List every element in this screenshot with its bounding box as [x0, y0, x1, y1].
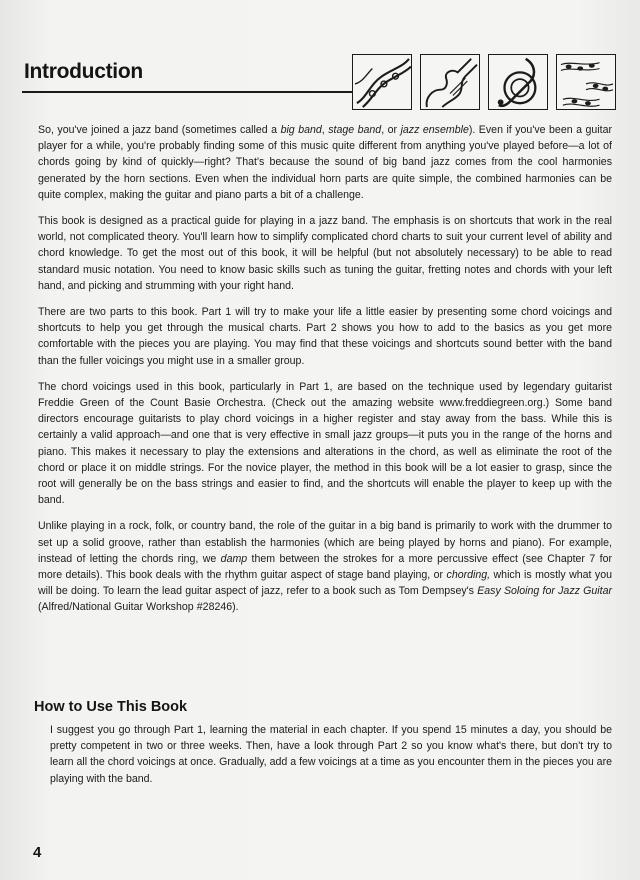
intro-paragraph-3: There are two parts to this book. Part 1 will try to make your life a little easier by presenting some chord voicings and shortcuts to help you get through the musical charts. Part 2 shows you how to add to the basics as you get more comfortable with the pieces you are playing. You may find that these voicings and shortcuts sound better with the band than the fuller voicings you might use in a smaller group.	[38, 306, 612, 367]
guitar-body-icon	[420, 54, 480, 110]
how-to-use-paragraph: I suggest you go through Part 1, learning the material in each chapter. If you spend 15 minutes a day, you should be pretty competent in two or three weeks. Then, have a look through Part 2 so you know what's there, but don't try to learn all the chord voicings at once. Gradually, add a few voicings at a time as you encounter them in the pieces you are playing with the band.	[50, 724, 612, 785]
chapter-title: Introduction	[24, 60, 143, 83]
guitar-headstock-icon	[352, 54, 412, 110]
sheet-music-icon	[556, 54, 616, 110]
intro-paragraph-2: This book is designed as a practical guide for playing in a jazz band. The emphasis is on shortcuts that work in the real world, not complicated theory. You'll learn how to simplify complicated chord charts to suit your current level of ability and chord knowledge. To get the most out of this book, it will be helpful (but not absolutely necessary) to be able to read standard music notation. You need to know basic skills such as tuning the guitar, fretting notes and chords with your left hand, and picking and strumming with your right hand.	[38, 215, 612, 292]
page-number: 4	[33, 844, 42, 861]
how-to-use-body	[50, 722, 612, 787]
intro-paragraph-5: Unlike playing in a rock, folk, or country band, the role of the guitar in a big band is primarily to work with the drummer to set up a solid groove, rather than establish the harmonies (which are being played by horns and piano). For example, instead of letting the chords ring, we damp them between the strokes for a more percussive effect (see Chapter 7 for more details). This book deals with the rhythm guitar aspect of stage band playing, or chording, which is mostly what you will be doing. To learn the lead guitar aspect of jazz, refer to a book such as Tom Dempsey's Easy Soloing for Jazz Guitar (Alfred/National Guitar Workshop #28246).	[38, 520, 612, 614]
intro-paragraph-4: The chord voicings used in this book, particularly in Part 1, are based on the technique used by legendary guitarist Freddie Green of the Count Basie Orchestra. (Check out the amazing website www.freddiegreen.org.) Some band directors encourage guitarists to play chord voicings in a higher register and stay away from the bass. While this is certainly a valid approach—and one that is very effective in small jazz groups—it puts you in the range of the horns and piano. This makes it necessary to play the extensions and alterations in the chord, as well as eliminate the root of the chord or place it on middle strings. For the novice player, the method in this book will be a lot easier to grasp, since the root will generally be on the bass strings and easier to find, and the shortcuts will enable the player to keep up with the band.	[38, 380, 612, 507]
header-rule	[22, 91, 352, 93]
header-illustration-strip	[352, 54, 616, 110]
intro-paragraph-1: So, you've joined a jazz band (sometimes called a big band, stage band, or jazz ensemble). Even if you've been a guitar player for a while, you're probably finding some of this music quite different from anything you've played before—a lot of chords going by kind of quickly—right? That's because the sound of big band jazz comes from the cool harmonies generated by the horn sections. Even when the individual horn parts are quite simple, the combined harmonies can be quite complex, making the guitar and piano parts a bit of a challenge.	[38, 124, 612, 201]
treble-clef-icon	[488, 54, 548, 110]
introduction-body	[38, 122, 612, 626]
section-heading: How to Use This Book	[34, 699, 188, 715]
